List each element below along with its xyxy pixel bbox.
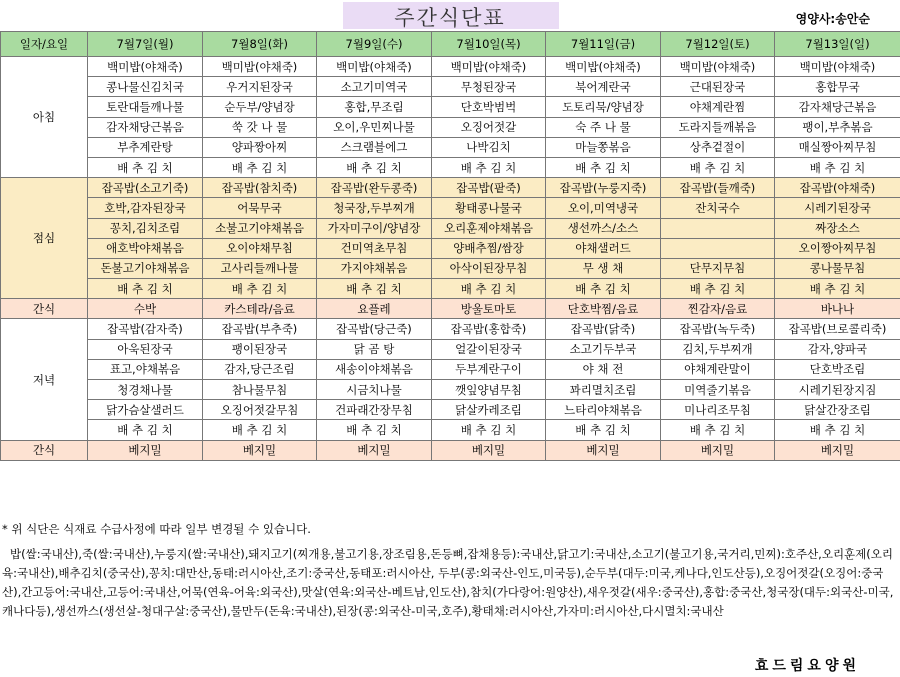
menu-cell: 배 추 김 치 xyxy=(661,420,775,440)
menu-cell: 찐감자/음료 xyxy=(661,299,775,319)
header-day-7: 7월13일(일) xyxy=(775,32,900,57)
menu-cell: 단무지무침 xyxy=(661,258,775,278)
menu-cell: 무청된장국 xyxy=(432,77,546,97)
menu-cell: 홍합무국 xyxy=(775,77,900,97)
menu-cell: 청국장,두부찌개 xyxy=(317,198,432,218)
meal-row xyxy=(1,400,900,420)
header-day-5: 7월11일(금) xyxy=(546,32,661,57)
header-date-day: 일자/요일 xyxy=(1,32,88,57)
menu-cell: 도라지들깨볶음 xyxy=(661,117,775,137)
menu-cell: 나박김치 xyxy=(432,137,546,157)
menu-cell: 야채계란찜 xyxy=(661,97,775,117)
menu-cell: 백미밥(야채죽) xyxy=(546,57,661,77)
menu-cell: 소고기미역국 xyxy=(317,77,432,97)
meal-row xyxy=(1,440,900,460)
menu-cell: 잡곡밥(감자죽) xyxy=(88,319,203,339)
meal-label: 저녁 xyxy=(1,319,88,440)
menu-cell: 오이,미역냉국 xyxy=(546,198,661,218)
change-notice: * 위 식단은 식재료 수급사정에 따라 일부 변경될 수 있습니다. xyxy=(2,522,311,536)
menu-cell: 근대된장국 xyxy=(661,77,775,97)
menu-cell: 잔치국수 xyxy=(661,198,775,218)
menu-cell: 시레기된장지짐 xyxy=(775,380,900,400)
weekly-menu-table xyxy=(0,31,900,461)
meal-label: 간식 xyxy=(1,440,88,460)
meal-row xyxy=(1,238,900,258)
menu-cell: 아삭이된장무침 xyxy=(432,258,546,278)
menu-cell: 배 추 김 치 xyxy=(88,420,203,440)
meal-row xyxy=(1,420,900,440)
menu-cell: 스크램블에그 xyxy=(317,137,432,157)
menu-cell: 무 생 채 xyxy=(546,258,661,278)
menu-cell: 느타리야채볶음 xyxy=(546,400,661,420)
menu-cell: 배 추 김 치 xyxy=(203,279,317,299)
menu-cell: 잡곡밥(들깨죽) xyxy=(661,178,775,198)
menu-cell: 감자채당근볶음 xyxy=(775,97,900,117)
menu-cell: 단호박범벅 xyxy=(432,97,546,117)
menu-cell: 꽁치,김치조림 xyxy=(88,218,203,238)
menu-cell: 배 추 김 치 xyxy=(203,157,317,177)
menu-cell: 백미밥(야채죽) xyxy=(661,57,775,77)
menu-cell: 부추계란탕 xyxy=(88,137,203,157)
menu-cell: 감자채당근볶음 xyxy=(88,117,203,137)
menu-cell: 배 추 김 치 xyxy=(775,420,900,440)
menu-cell: 베지밀 xyxy=(317,440,432,460)
header-day-2: 7월8일(화) xyxy=(203,32,317,57)
menu-cell: 잡곡밥(완두콩죽) xyxy=(317,178,432,198)
menu-cell: 생선까스/소스 xyxy=(546,218,661,238)
meal-row xyxy=(1,218,900,238)
menu-cell: 배 추 김 치 xyxy=(88,157,203,177)
menu-cell: 쑥 갓 나 물 xyxy=(203,117,317,137)
menu-cell: 건미역초무침 xyxy=(317,238,432,258)
menu-cell: 콩나물신김치국 xyxy=(88,77,203,97)
meal-row xyxy=(1,339,900,359)
menu-cell: 백미밥(야채죽) xyxy=(775,57,900,77)
menu-cell: 미역줄기볶음 xyxy=(661,380,775,400)
menu-cell: 잡곡밥(야채죽) xyxy=(775,178,900,198)
menu-cell: 매실짱아찌무침 xyxy=(775,137,900,157)
meal-row xyxy=(1,258,900,278)
menu-cell: 잡곡밥(팥죽) xyxy=(432,178,546,198)
menu-cell: 베지밀 xyxy=(432,440,546,460)
nutritionist-label: 영양사:송안순 xyxy=(795,12,870,26)
menu-cell: 잡곡밥(당근죽) xyxy=(317,319,432,339)
menu-cell: 숙 주 나 물 xyxy=(546,117,661,137)
menu-cell: 잡곡밥(녹두죽) xyxy=(661,319,775,339)
menu-cell: 오이야채무침 xyxy=(203,238,317,258)
menu-cell: 소고기두부국 xyxy=(546,339,661,359)
menu-cell: 배 추 김 치 xyxy=(317,157,432,177)
meal-row xyxy=(1,198,900,218)
menu-cell: 얼갈이된장국 xyxy=(432,339,546,359)
meal-label: 간식 xyxy=(1,299,88,319)
menu-cell: 우거지된장국 xyxy=(203,77,317,97)
meal-row xyxy=(1,137,900,157)
menu-cell: 잡곡밥(누룽지죽) xyxy=(546,178,661,198)
menu-cell: 북어계란국 xyxy=(546,77,661,97)
menu-cell: 배 추 김 치 xyxy=(546,420,661,440)
menu-cell: 시금치나물 xyxy=(317,380,432,400)
menu-cell: 감자,당근조림 xyxy=(203,359,317,379)
menu-cell: 깻잎양념무침 xyxy=(432,380,546,400)
menu-cell: 배 추 김 치 xyxy=(432,420,546,440)
meal-row xyxy=(1,178,900,198)
menu-cell: 배 추 김 치 xyxy=(203,420,317,440)
menu-cell: 짜장소스 xyxy=(775,218,900,238)
menu-cell: 잡곡밥(참치죽) xyxy=(203,178,317,198)
menu-cell: 팽이된장국 xyxy=(203,339,317,359)
menu-cell: 두부계란구이 xyxy=(432,359,546,379)
menu-cell: 닭살카레조림 xyxy=(432,400,546,420)
menu-cell: 백미밥(야채죽) xyxy=(88,57,203,77)
header-day-1: 7월7일(월) xyxy=(88,32,203,57)
meal-row xyxy=(1,57,900,77)
meal-row xyxy=(1,380,900,400)
meal-row xyxy=(1,319,900,339)
menu-cell: 베지밀 xyxy=(775,440,900,460)
menu-cell: 백미밥(야채죽) xyxy=(317,57,432,77)
menu-cell: 홍합,무조림 xyxy=(317,97,432,117)
ingredient-origin-text: 밥(쌀:국내산),죽(쌀:국내산),누룽지(쌀:국내산),돼지고기(찌개용,불고기용,장조림용,돈등뼈,잡채용등):국내산,닭고기:국내산,소고기(불고기용,국거리,민찌):호주산,오리훈제(오리육:국내산),배추김치(중국산),꽁치:대만산,동태:러시아산,조기:중국산,동태포:러시아산, 두부(콩:외국산-인도,미국등),순두부(대두:미국,케나다,인도산등),오징어젓갈(오징어:중국산),간고등어:국내산,고등어:국내산,어묵(연육-어육:외국산),맛살(연육:외국산-베트남,인도산),참치(가다랑어:원양산),새우젓갈(새우:중국산),홍합:중국산,청국장(대두:외국산-미국,캐나다등),생선까스(생선살-청대구살:중국산),물만두(돈육:국내산),된장(콩:외국산-미국,호주),황태채:러시아산,가자미:러시아산,다시멸치:국내산 xyxy=(2,547,894,618)
menu-cell: 배 추 김 치 xyxy=(661,157,775,177)
menu-cell: 오이,우민찌나물 xyxy=(317,117,432,137)
menu-cell: 호박,감자된장국 xyxy=(88,198,203,218)
menu-cell: 백미밥(야채죽) xyxy=(203,57,317,77)
menu-cell: 김치,두부찌개 xyxy=(661,339,775,359)
header-day-4: 7월10일(목) xyxy=(432,32,546,57)
menu-cell: 잡곡밥(부추죽) xyxy=(203,319,317,339)
menu-cell: 도토리묵/양념장 xyxy=(546,97,661,117)
menu-cell: 팽이,부추볶음 xyxy=(775,117,900,137)
menu-cell: 바나나 xyxy=(775,299,900,319)
menu-cell: 가지야채볶음 xyxy=(317,258,432,278)
menu-cell: 배 추 김 치 xyxy=(775,157,900,177)
menu-cell: 감자,양파국 xyxy=(775,339,900,359)
menu-cell: 배 추 김 치 xyxy=(775,279,900,299)
menu-cell: 닭살간장조림 xyxy=(775,400,900,420)
menu-cell: 카스테라/음료 xyxy=(203,299,317,319)
menu-cell: 양배추찜/쌈장 xyxy=(432,238,546,258)
meal-row xyxy=(1,279,900,299)
menu-cell: 베지밀 xyxy=(203,440,317,460)
meal-label: 아침 xyxy=(1,57,88,178)
meal-row xyxy=(1,117,900,137)
menu-cell: 배 추 김 치 xyxy=(88,279,203,299)
menu-cell: 오리훈제야채볶음 xyxy=(432,218,546,238)
menu-cell: 마늘쫑볶음 xyxy=(546,137,661,157)
menu-cell: 소불고기야채볶음 xyxy=(203,218,317,238)
menu-cell: 단호박조림 xyxy=(775,359,900,379)
menu-cell: 상추겉절이 xyxy=(661,137,775,157)
menu-cell: 순두부/양념장 xyxy=(203,97,317,117)
menu-cell: 야채샐러드 xyxy=(546,238,661,258)
menu-cell: 가자미구이/양념장 xyxy=(317,218,432,238)
menu-cell: 표고,야채볶음 xyxy=(88,359,203,379)
menu-cell xyxy=(661,238,775,258)
menu-cell: 아욱된장국 xyxy=(88,339,203,359)
menu-cell: 베지밀 xyxy=(88,440,203,460)
menu-cell: 황태콩나물국 xyxy=(432,198,546,218)
menu-cell: 잡곡밥(소고기죽) xyxy=(88,178,203,198)
menu-cell: 돈불고기야채볶음 xyxy=(88,258,203,278)
menu-cell: 오이짱아찌무침 xyxy=(775,238,900,258)
menu-cell: 새송이야채볶음 xyxy=(317,359,432,379)
menu-cell: 고사리들깨나물 xyxy=(203,258,317,278)
facility-name: 효드림요양원 xyxy=(754,658,860,674)
menu-cell: 배 추 김 치 xyxy=(432,279,546,299)
menu-cell: 닭 곰 탕 xyxy=(317,339,432,359)
menu-cell: 단호박찜/음료 xyxy=(546,299,661,319)
menu-cell: 오징어젓갈무침 xyxy=(203,400,317,420)
menu-cell: 수박 xyxy=(88,299,203,319)
menu-cell: 베지밀 xyxy=(546,440,661,460)
menu-cell: 배 추 김 치 xyxy=(546,279,661,299)
header-day-6: 7월12일(토) xyxy=(661,32,775,57)
menu-body xyxy=(1,57,900,461)
menu-cell: 어묵무국 xyxy=(203,198,317,218)
meal-row xyxy=(1,97,900,117)
menu-cell: 배 추 김 치 xyxy=(432,157,546,177)
menu-cell: 시레기된장국 xyxy=(775,198,900,218)
meal-row xyxy=(1,359,900,379)
meal-row xyxy=(1,157,900,177)
header-row xyxy=(1,32,900,57)
menu-cell: 미나리조무침 xyxy=(661,400,775,420)
title-bar xyxy=(0,0,900,31)
header-day-3: 7월9일(수) xyxy=(317,32,432,57)
menu-cell: 건파래간장무침 xyxy=(317,400,432,420)
meal-row xyxy=(1,299,900,319)
menu-cell: 참나물무침 xyxy=(203,380,317,400)
menu-cell: 요플레 xyxy=(317,299,432,319)
menu-cell: 배 추 김 치 xyxy=(661,279,775,299)
menu-cell: 야 채 전 xyxy=(546,359,661,379)
menu-cell: 배 추 김 치 xyxy=(317,279,432,299)
menu-cell: 백미밥(야채죽) xyxy=(432,57,546,77)
menu-cell: 토란대들깨나물 xyxy=(88,97,203,117)
menu-cell: 청경채나물 xyxy=(88,380,203,400)
menu-cell: 애호박야채볶음 xyxy=(88,238,203,258)
menu-cell: 오징어젓갈 xyxy=(432,117,546,137)
meal-row xyxy=(1,77,900,97)
menu-cell: 잡곡밥(브로콜리죽) xyxy=(775,319,900,339)
menu-cell: 닭가슴살샐러드 xyxy=(88,400,203,420)
menu-cell: 꽈리멸치조림 xyxy=(546,380,661,400)
page-title: 주간식단표 xyxy=(394,6,506,30)
menu-cell: 잡곡밥(홍합죽) xyxy=(432,319,546,339)
menu-cell: 잡곡밥(닭죽) xyxy=(546,319,661,339)
meal-label: 점심 xyxy=(1,178,88,299)
menu-cell: 방울토마토 xyxy=(432,299,546,319)
menu-cell: 베지밀 xyxy=(661,440,775,460)
menu-cell: 야채계란말이 xyxy=(661,359,775,379)
menu-cell xyxy=(661,218,775,238)
menu-cell: 콩나물무침 xyxy=(775,258,900,278)
menu-cell: 배 추 김 치 xyxy=(317,420,432,440)
menu-cell: 양파짱아찌 xyxy=(203,137,317,157)
menu-cell: 배 추 김 치 xyxy=(546,157,661,177)
